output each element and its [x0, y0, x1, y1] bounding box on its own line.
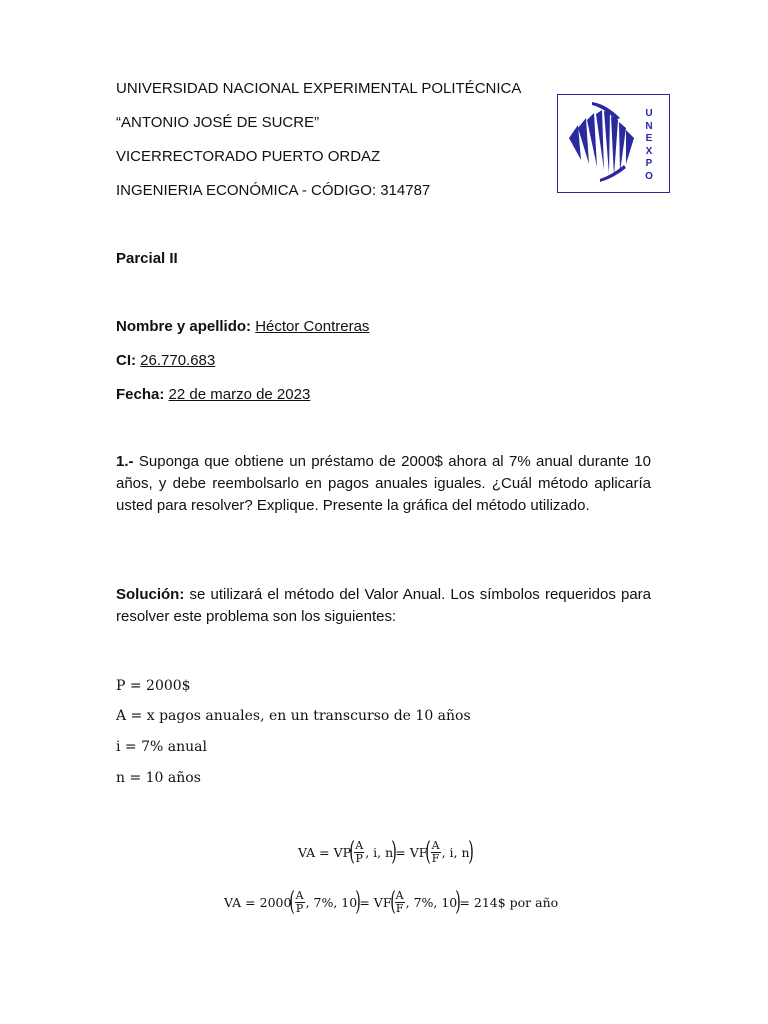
student-ci-row — [116, 352, 215, 370]
formula2-args2: , 7%, 10 — [405, 894, 458, 910]
university-subtitle: “ANTONIO JOSÉ DE SUCRE” — [116, 114, 320, 131]
student-ci-value: 26.770.683 — [140, 352, 216, 369]
formula1-args1: , i, n — [365, 844, 394, 860]
formula2-lhs: VA = 2000 — [224, 894, 292, 910]
date-label: Fecha: — [116, 386, 165, 403]
symbol-n: n = 10 años — [116, 770, 201, 786]
exam-title: Parcial II — [116, 250, 178, 267]
solution-text: se utilizará el método del Valor Anual. Los símbolos requeridos para resolver este problema son los siguientes: — [116, 586, 651, 625]
student-name-label: Nombre y apellido: — [116, 318, 252, 335]
logo-letters — [643, 108, 655, 184]
logo-letter: N — [645, 120, 653, 132]
course-code: INGENIERIA ECONÓMICA - CÓDIGO: 314787 — [116, 182, 431, 199]
formula2-result: = 214$ por año — [459, 894, 559, 910]
logo-letter: P — [645, 158, 653, 170]
logo-letter: U — [645, 108, 653, 119]
symbol-i: i = 7% anual — [116, 739, 207, 755]
formula1-fraction-a-p: $\frac{A}{P}$ — [355, 838, 364, 865]
formula1-args2: , i, n — [441, 844, 470, 860]
solution-label: Solución: — [116, 586, 185, 603]
logo-letter: O — [645, 170, 653, 182]
student-name-value: Héctor Contreras — [255, 318, 370, 335]
question-number: 1.- — [116, 453, 134, 470]
formula2-mid: = VF — [359, 894, 392, 910]
formula1-fraction-a-f: $\frac{A}{F}$ — [431, 838, 440, 865]
unexpo-emblem-icon — [564, 98, 646, 188]
date-value: 22 de marzo de 2023 — [168, 386, 311, 403]
student-name-row — [116, 318, 369, 336]
date-row — [116, 386, 310, 404]
solution-paragraph — [116, 584, 651, 628]
formula-general: VA = VP ( $\frac{A}{P}$ , i, n ) = VF ( $\frac{A}{F}$ , i, n ) — [298, 837, 474, 867]
symbol-p: P = 2000$ — [116, 678, 191, 694]
question-1 — [116, 451, 651, 517]
vice-rectorate: VICERRECTORADO PUERTO ORDAZ — [116, 148, 381, 165]
logo-letter: X — [645, 145, 653, 157]
formula2-args1: , 7%, 10 — [305, 894, 358, 910]
logo-letter: E — [645, 133, 653, 145]
student-ci-label: CI: — [116, 352, 136, 369]
formula2-fraction-a-p: $\frac{A}{P}$ — [295, 888, 304, 915]
symbol-a: A = x pagos anuales, en un transcurso de 10 años — [116, 708, 471, 724]
formula1-mid: = VF — [395, 844, 428, 860]
university-name: UNIVERSIDAD NACIONAL EXPERIMENTAL POLITÉCNICA — [116, 80, 522, 97]
formula2-fraction-a-f: $\frac{A}{F}$ — [395, 888, 404, 915]
formula-values: VA = 2000 ( $\frac{A}{P}$ , 7%, 10 ) = VF ( $\frac{A}{F}$ , 7%, 10 ) = 214$ por año — [224, 887, 559, 917]
formula1-lhs: VA = VP — [298, 844, 352, 860]
question-text: Suponga que obtiene un préstamo de 2000$ ahora al 7% anual durante 10 años, y debe reembolsarlo en pagos anuales iguales. ¿Cuál método aplicaría usted para resolver? Explique. Presente la gráfica del método utilizado. — [116, 453, 651, 514]
